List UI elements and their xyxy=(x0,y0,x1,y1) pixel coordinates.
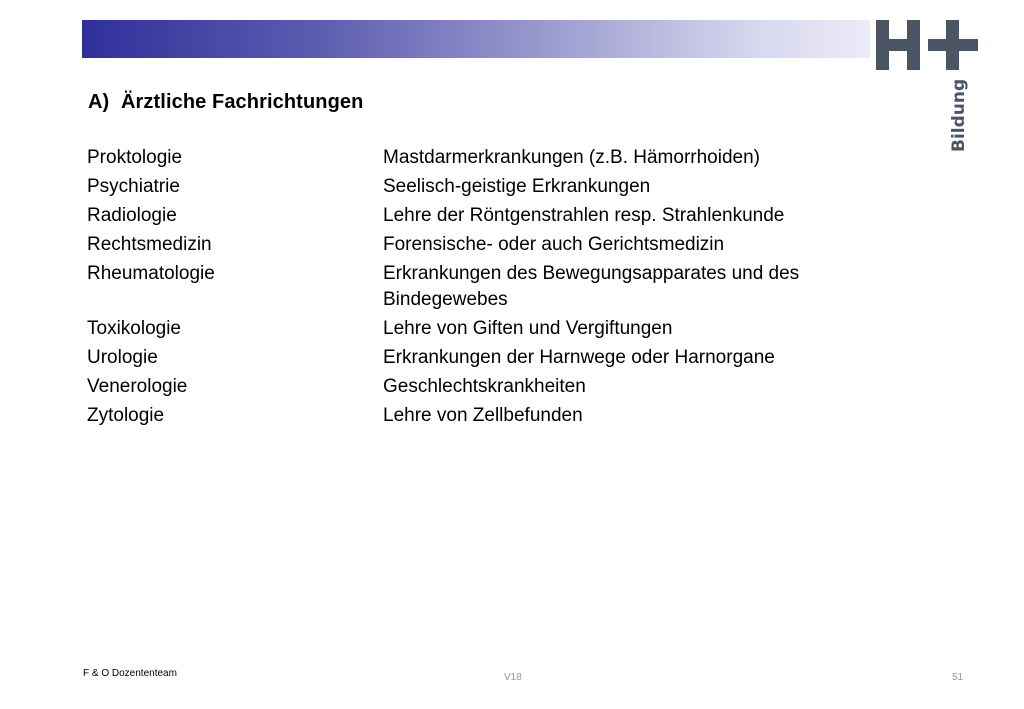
table-row xyxy=(87,316,887,342)
specialty-term: Rheumatologie xyxy=(87,263,215,284)
h-plus-bildung-logo xyxy=(874,18,984,158)
table-row xyxy=(87,145,887,171)
specialty-term: Radiologie xyxy=(87,205,177,226)
specialty-definition: Geschlechtskrankheiten xyxy=(383,376,586,397)
specialty-definition: Mastdarmerkrankungen (z.B. Hämorrhoiden) xyxy=(383,147,760,168)
specialty-definition: Forensische- oder auch Gerichtsmedizin xyxy=(383,234,725,255)
table-row xyxy=(87,232,887,258)
specialty-definition: Lehre der Röntgenstrahlen resp. Strahlenkunde xyxy=(383,205,785,226)
specialty-definition: Lehre von Giften und Vergiftungen xyxy=(383,318,673,339)
specialty-term: Venerologie xyxy=(87,376,188,397)
slide-title xyxy=(88,91,363,114)
footer-version: V18 xyxy=(504,672,522,683)
title-number: A) xyxy=(88,91,110,113)
table-row xyxy=(87,174,887,200)
specialty-term: Rechtsmedizin xyxy=(87,234,212,255)
specialty-table xyxy=(87,145,887,432)
specialty-term: Proktologie xyxy=(87,147,183,168)
table-row xyxy=(87,374,887,400)
specialty-definition: Erkrankungen des Bewegungsapparates und des Bindegewebes xyxy=(383,263,800,310)
table-row xyxy=(87,203,887,229)
title-text: Ärztliche Fachrichtungen xyxy=(121,91,364,113)
specialty-term: Toxikologie xyxy=(87,318,181,339)
footer-author: F & O Dozententeam xyxy=(83,668,177,679)
specialty-term: Psychiatrie xyxy=(87,176,180,197)
logo-bildung-text: Bildung xyxy=(949,78,969,152)
table-row xyxy=(87,403,887,429)
table-row xyxy=(87,345,887,371)
specialty-term: Zytologie xyxy=(87,405,165,426)
specialty-definition: Erkrankungen der Harnwege oder Harnorgane xyxy=(383,347,775,368)
specialty-definition: Lehre von Zellbefunden xyxy=(383,405,583,426)
specialty-definition: Seelisch-geistige Erkrankungen xyxy=(383,176,651,197)
header-gradient-bar xyxy=(82,20,870,58)
specialty-term: Urologie xyxy=(87,347,158,368)
table-row xyxy=(87,261,887,313)
page-number: 51 xyxy=(952,672,964,683)
